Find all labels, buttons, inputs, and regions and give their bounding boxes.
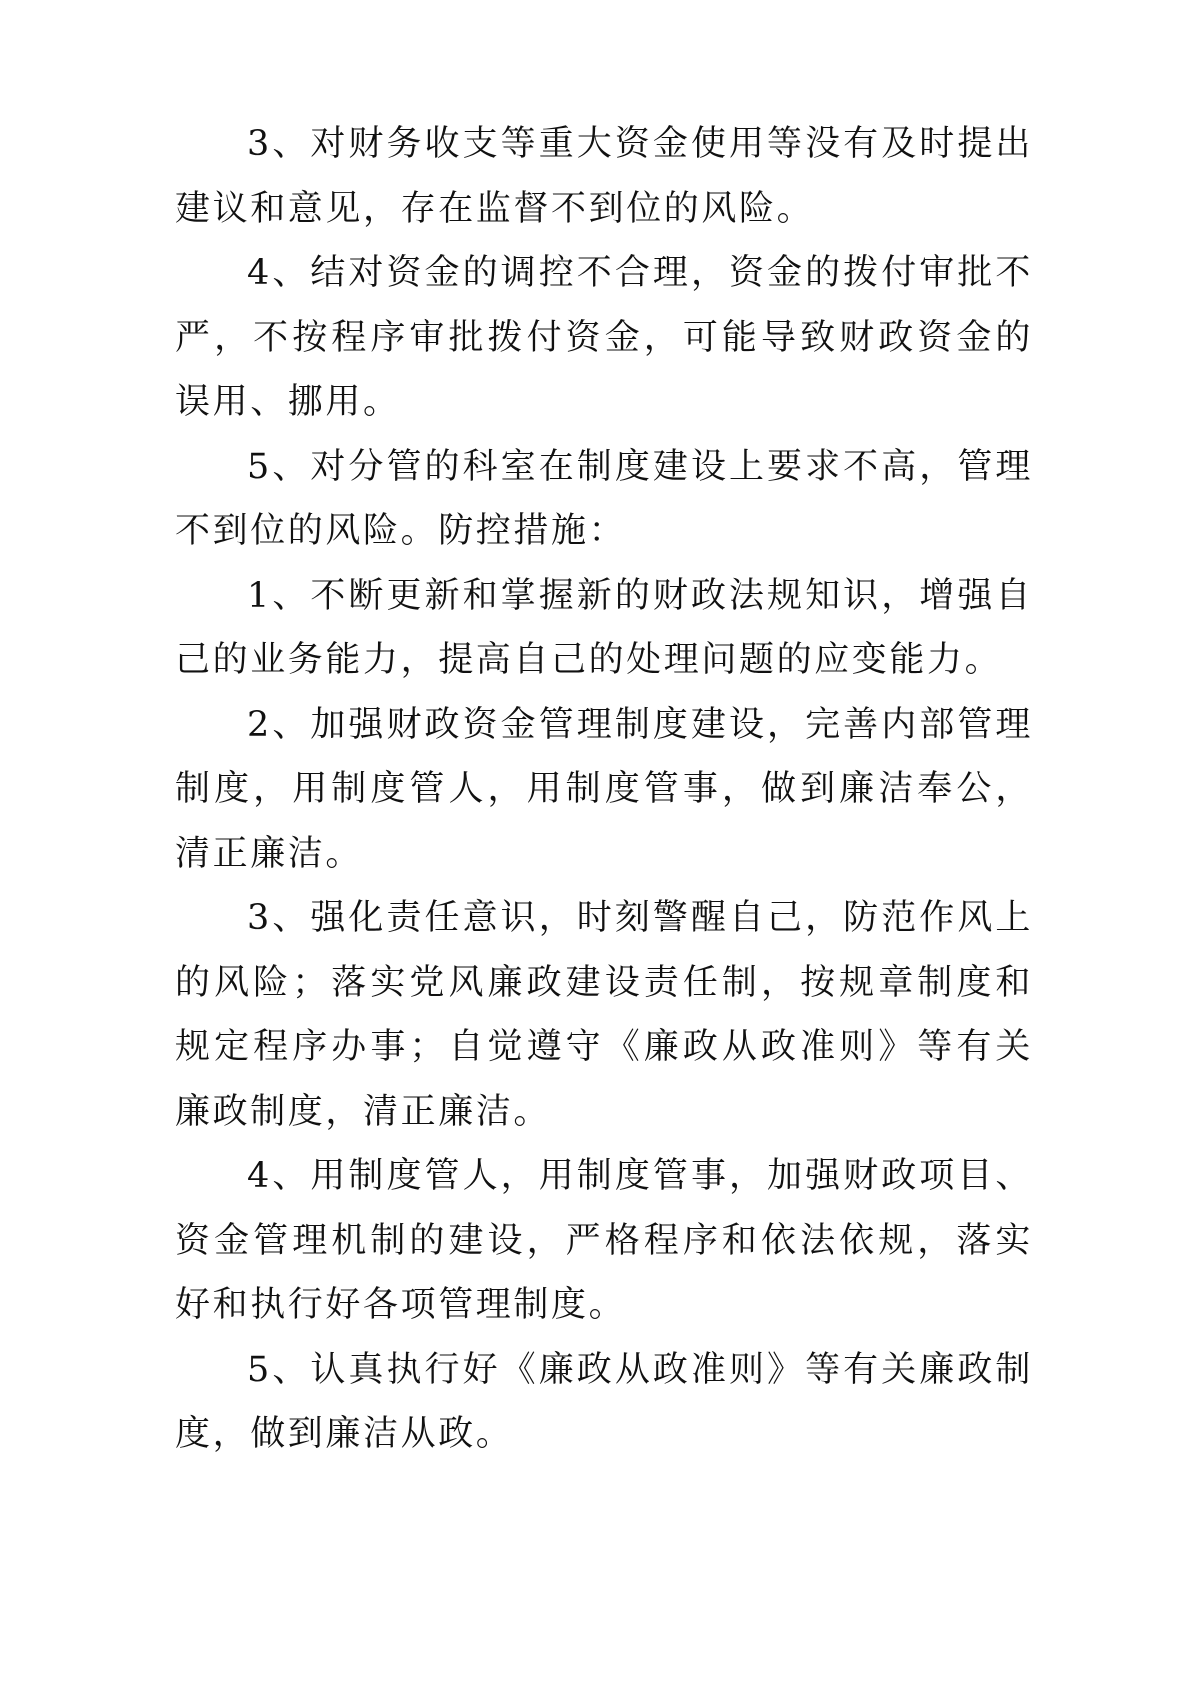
document-body	[175, 112, 1033, 1467]
paragraph-measure-2: 2、加强财政资金管理制度建设，完善内部管理制度，用制度管人，用制度管事，做到廉洁奉公，清正廉洁。	[175, 704, 1033, 874]
paragraph-risk-4: 4、结对资金的调控不合理，资金的拨付审批不严，不按程序审批拨付资金，可能导致财政资金的误用、挪用。	[175, 253, 1033, 422]
paragraph-measure-3: 3、强化责任意识，时刻警醒自己，防范作风上的风险；落实党风廉政建设责任制，按规章制度和规定程序办事；自觉遵守《廉政从政准则》等有关廉政制度，清正廉洁。	[175, 898, 1033, 1132]
paragraph-measure-1: 1、不断更新和掌握新的财政法规知识，增强自己的业务能力，提高自己的处理问题的应变能力。	[175, 575, 1033, 680]
paragraph-measure-5: 5、认真执行好《廉政从政准则》等有关廉政制度，做到廉洁从政。	[175, 1349, 1033, 1454]
paragraph-risk-5: 5、对分管的科室在制度建设上要求不高，管理不到位的风险。防控措施：	[175, 446, 1033, 551]
paragraph-measure-4: 4、用制度管人，用制度管事，加强财政项目、资金管理机制的建设，严格程序和依法依规，落实好和执行好各项管理制度。	[175, 1156, 1033, 1325]
paragraph-risk-3: 3、对财务收支等重大资金使用等没有及时提出建议和意见，存在监督不到位的风险。	[175, 124, 1033, 229]
